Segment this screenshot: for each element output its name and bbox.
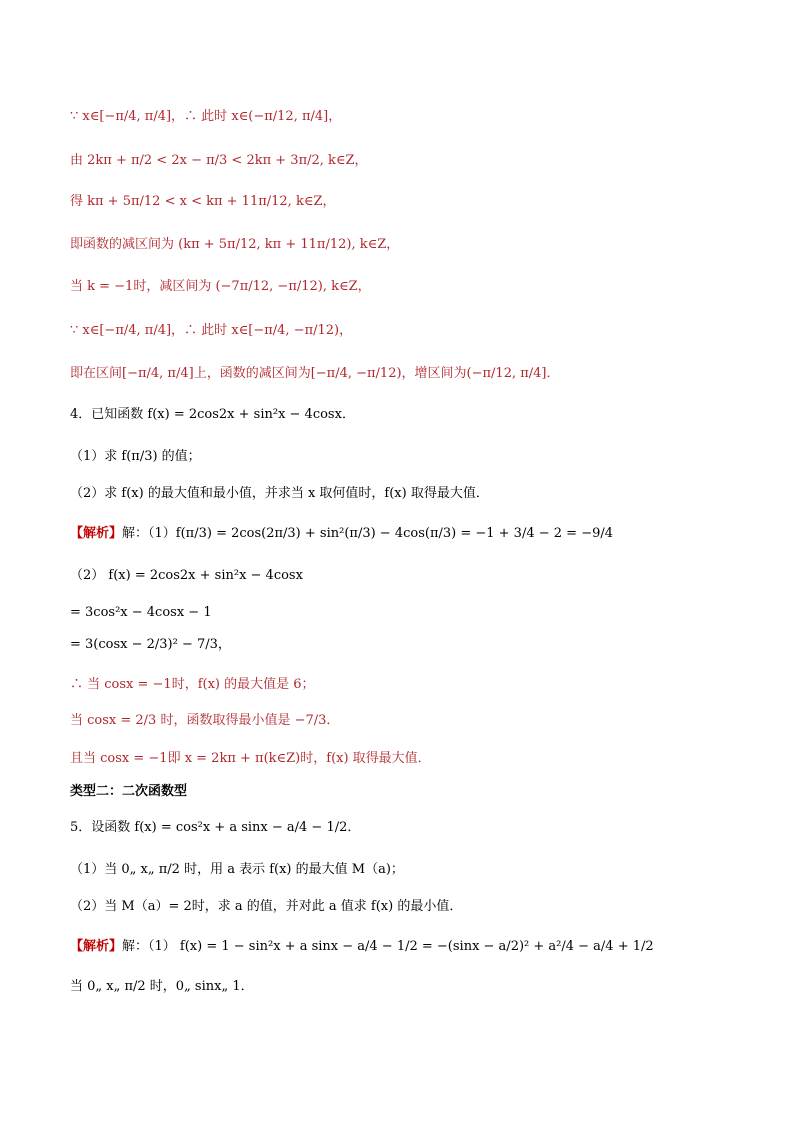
- text-line: = 3(cosx − 2/3)² − 7/3，: [70, 637, 231, 652]
- analysis-label: 【解析】: [70, 526, 123, 541]
- text-line: ∵ x∈[−π/4, π/4]，∴ 此时 x∈[−π/4, −π/12)，: [70, 323, 353, 338]
- text-line: （2）当 M（a）= 2时，求 a 的值，并对此 a 值求 f(x) 的最小值．: [70, 899, 463, 914]
- text-line: 当 k = −1时，减区间为 (−7π/12, −π/12), k∈Z，: [70, 279, 371, 294]
- analysis-label: 【解析】: [70, 939, 123, 954]
- text-line: 5．设函数 f(x) = cos²x + a sinx − a/4 − 1/2．: [70, 820, 361, 835]
- analysis-text: 解：（1）f(π/3) = 2cos(2π/3) + sin²(π/3) − 4cos(π/3) = −1 + 3/4 − 2 = −9/4: [122, 526, 614, 541]
- analysis-text: 解：（1） f(x) = 1 − sin²x + a sinx − a/4 − 1/2 = −(sinx − a/2)² + a²/4 − a/4 + 1/2: [122, 939, 654, 954]
- text-line: [70, 524, 613, 544]
- text-line: [70, 937, 654, 957]
- text-line: （1）求 f(π/3) 的值；: [70, 449, 201, 464]
- text-line: ∵ x∈[−π/4, π/4]，∴ 此时 x∈(−π/12, π/4]，: [70, 109, 342, 124]
- text-line: （2）求 f(x) 的最大值和最小值，并求当 x 取何值时，f(x) 取得最大值．: [70, 486, 489, 501]
- text-line: 且当 cosx = −1即 x = 2kπ + π(k∈Z)时，f(x) 取得最大值．: [70, 751, 431, 766]
- text-line: 4．已知函数 f(x) = 2cos2x + sin²x − 4cosx．: [70, 407, 355, 422]
- text-line: 当 cosx = 2/3 时，函数取得最小值是 −7/3．: [70, 713, 340, 728]
- text-line: = 3cos²x − 4cosx − 1: [70, 605, 212, 620]
- text-line: ∴ 当 cosx = −1时，f(x) 的最大值是 6；: [70, 677, 315, 692]
- text-line: （1）当 0„ x„ π/2 时，用 a 表示 f(x) 的最大值 M（a)；: [70, 862, 404, 877]
- text-line: 即在区间[−π/4, π/4]上，函数的减区间为[−π/4, −π/12)，增区间为(−π/12, π/4]．: [70, 366, 560, 381]
- text-line: （2） f(x) = 2cos2x + sin²x − 4cosx: [70, 568, 303, 583]
- text-line: 得 kπ + 5π/12 < x < kπ + 11π/12, k∈Z，: [70, 194, 336, 209]
- text-line: 即函数的减区间为 (kπ + 5π/12, kπ + 11π/12), k∈Z，: [70, 237, 400, 252]
- text-line: 由 2kπ + π/2 < 2x − π/3 < 2kπ + 3π/2, k∈Z，: [70, 153, 368, 168]
- text-line: 当 0„ x„ π/2 时，0„ sinx„ 1．: [70, 979, 254, 994]
- section-heading: 类型二：二次函数型: [70, 784, 188, 799]
